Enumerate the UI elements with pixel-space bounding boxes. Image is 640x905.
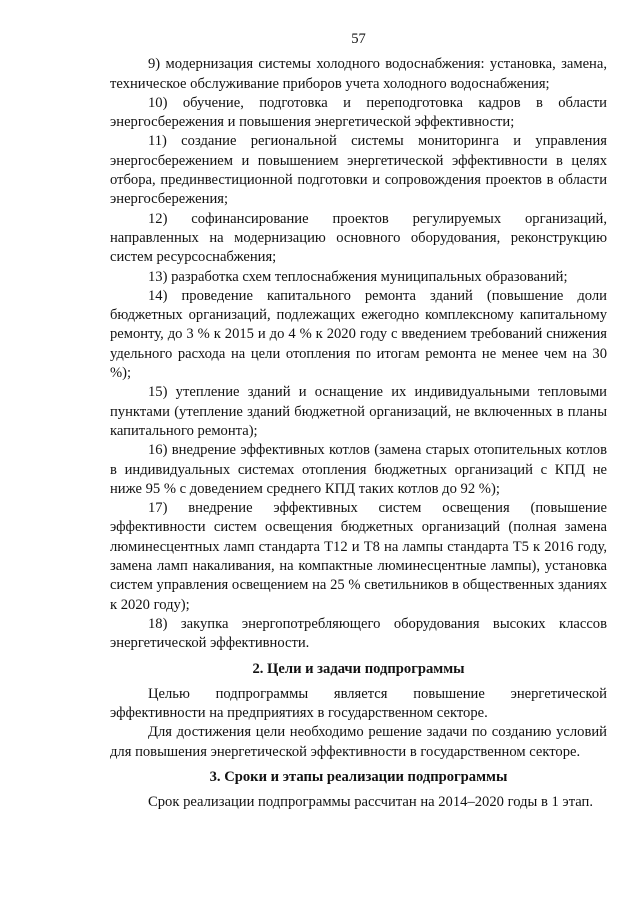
list-item: 9) модернизация системы холодного водоснабжения: установка, замена, техническое обслуживание приборов учета холодного водоснабжения; bbox=[110, 56, 607, 92]
list-item: 14) проведение капитального ремонта зданий (повышение доли бюджетных организаций, подлежащих ежегодно комплексному капитальному ремонту, до 3 % к 2015 и до 4 % к 2020 году с введением требований снижения удельного расхода на цели отопления по итогам ремонта не менее чем на 30 %); bbox=[110, 287, 607, 382]
list-item: 16) внедрение эффективных котлов (замена старых отопительных котлов в индивидуальных системах отопления бюджетных организаций с КПД не ниже 95 % с доведением среднего КПД таких котлов до 92 %); bbox=[110, 442, 607, 497]
section-heading-goals: 2. Цели и задачи подпрограммы bbox=[252, 660, 465, 677]
list-item: 15) утепление зданий и оснащение их индивидуальными тепловыми пунктами (утепление зданий бюджетной организаций, не включенных в планы капитального ремонта); bbox=[110, 384, 607, 439]
document-page bbox=[110, 30, 607, 813]
list-item: 12) софинансирование проектов регулируемых организаций, направленных на модернизацию основного оборудования, реконструкцию систем ресурсоснабжения; bbox=[110, 210, 607, 266]
section-heading-timeline: 3. Сроки и этапы реализации подпрограммы bbox=[209, 768, 508, 785]
list-item: 10) обучение, подготовка и переподготовка кадров в области энергосбережения и повышения энергетической эффективности; bbox=[110, 94, 607, 131]
section-paragraph: Для достижения цели необходимо решение задачи по созданию условий для повышения энергетической эффективности в государственном секторе. bbox=[110, 724, 607, 760]
list-item: 17) внедрение эффективных систем освещения (повышение эффективности систем освещения бюджетных организаций (полная замена люминесцентных ламп стандарта Т12 и Т8 на лампы стандарта Т5 к 2016 году, замена ламп накаливания, на компактные люминесцентные лампы), установка систем управления освещением на 25 % светильников в общественных зданиях к 2020 году); bbox=[110, 500, 607, 613]
page-number: 57 bbox=[351, 31, 366, 47]
list-item: 18) закупка энергопотребляющего оборудования высоких классов энергетической эффективности. bbox=[110, 615, 607, 652]
section-paragraph: Целью подпрограммы является повышение энергетической эффективности на предприятиях в государственном секторе. bbox=[110, 685, 607, 722]
list-item: 11) создание региональной системы мониторинга и управления энергосбережением и повышением энергетической эффективности в целях отбора, прединвестиционной подготовки и сопровождения проектов в области энергосбережения; bbox=[110, 133, 607, 208]
list-item: 13) разработка схем теплоснабжения муниципальных образований; bbox=[148, 268, 568, 285]
section-paragraph: Срок реализации подпрограммы рассчитан на 2014–2020 годы в 1 этап. bbox=[148, 794, 593, 811]
